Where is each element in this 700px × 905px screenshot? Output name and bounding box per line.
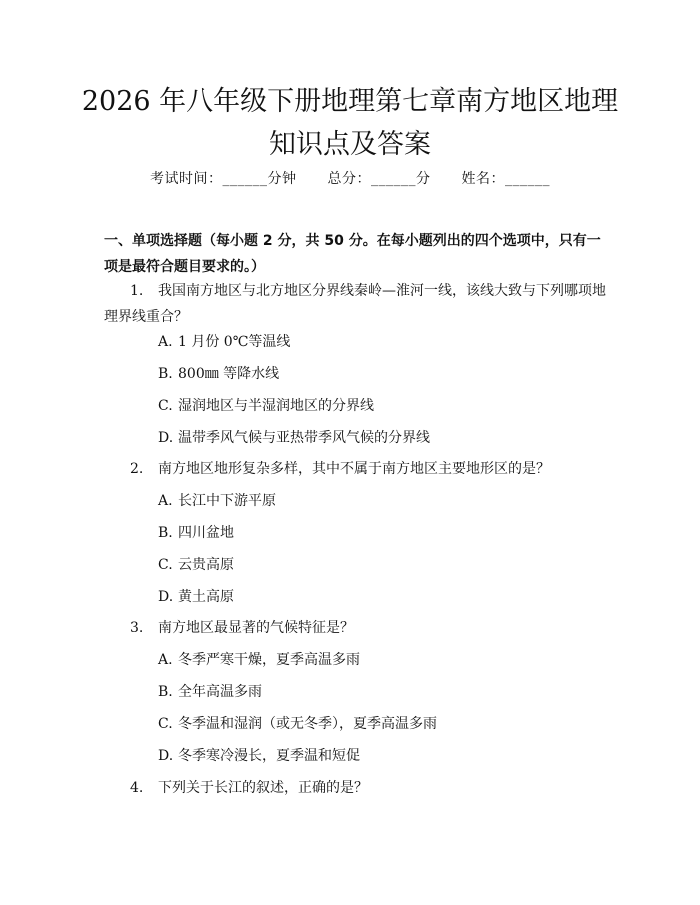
question-4 (104, 775, 608, 801)
option-3b (158, 682, 598, 702)
option-letter: C. (158, 398, 173, 414)
option-text: 800㎜ 等降水线 (178, 366, 280, 382)
question-text: 南方地区最显著的气候特征是？ (158, 620, 354, 636)
option-text: 黄土高原 (178, 589, 234, 605)
question-text: 南方地区地形复杂多样，其中不属于南方地区主要地形区的是？ (158, 461, 550, 477)
option-text: 长江中下游平原 (178, 493, 276, 509)
option-letter: D. (158, 589, 174, 605)
title-line-2: 知识点及答案 (269, 129, 431, 160)
question-3 (104, 615, 608, 641)
option-2a (158, 491, 598, 511)
option-letter: B. (158, 366, 173, 382)
student-name: 姓名：______ (461, 171, 550, 187)
option-letter: A. (158, 334, 173, 350)
option-3d (158, 746, 598, 766)
option-2c (158, 555, 598, 575)
question-text: 下列关于长江的叙述，正确的是？ (158, 780, 368, 796)
exam-score: 总分：______分 (327, 171, 431, 187)
exam-time: 考试时间：______分钟 (150, 171, 297, 187)
option-1b (158, 364, 598, 384)
option-text: 云贵高原 (178, 557, 234, 573)
option-letter: D. (158, 748, 174, 764)
option-text: 四川盆地 (178, 525, 234, 541)
question-2 (104, 456, 608, 482)
option-1a (158, 332, 598, 352)
exam-meta (0, 168, 700, 188)
document-title (60, 80, 640, 166)
question-number: 4. (130, 780, 144, 796)
option-text: 全年高温多雨 (178, 684, 262, 700)
option-1c (158, 396, 598, 416)
option-letter: B. (158, 525, 173, 541)
question-number: 2. (130, 461, 144, 477)
option-text: 冬季寒冷漫长，夏季温和短促 (178, 748, 360, 764)
option-text: 温带季风气候与亚热带季风气候的分界线 (178, 430, 430, 446)
option-2d (158, 587, 598, 607)
option-text: 冬季严寒干燥，夏季高温多雨 (178, 652, 360, 668)
option-letter: A. (158, 652, 173, 668)
option-letter: B. (158, 684, 173, 700)
option-2b (158, 523, 598, 543)
option-letter: A. (158, 493, 173, 509)
option-1d (158, 428, 598, 448)
option-text: 1 月份 0℃等温线 (178, 334, 291, 350)
question-number: 1. (130, 283, 144, 299)
question-text: 我国南方地区与北方地区分界线秦岭—淮河一线，该线大致与下列哪项地理界线重合？ (104, 283, 606, 325)
option-text: 湿润地区与半湿润地区的分界线 (178, 398, 374, 414)
option-3a (158, 650, 598, 670)
option-letter: C. (158, 716, 173, 732)
option-letter: D. (158, 430, 174, 446)
section-heading: 一、单项选择题（每小题 2 分，共 50 分。在每小题列出的四个选项中，只有一项是最符合题目要求的。） (104, 233, 601, 275)
option-text: 冬季温和湿润（或无冬季），夏季高温多雨 (178, 716, 437, 732)
question-number: 3. (130, 620, 144, 636)
title-line-1: 2026 年八年级下册地理第七章南方地区地理 (81, 86, 619, 117)
option-letter: C. (158, 557, 173, 573)
question-1 (104, 278, 608, 330)
option-3c (158, 714, 598, 734)
